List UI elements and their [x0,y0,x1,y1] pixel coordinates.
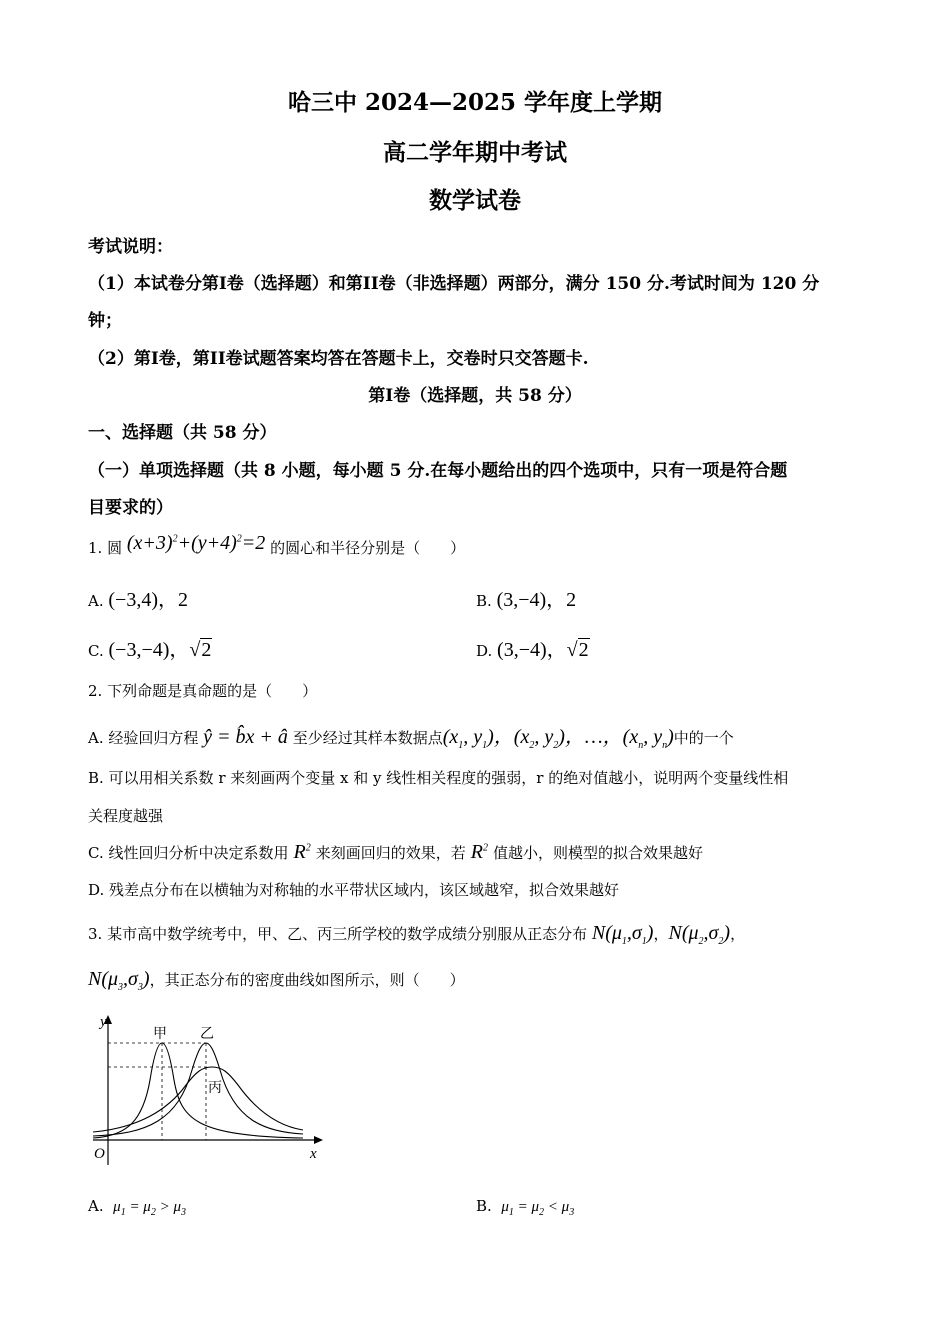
q2-option-c: C. 线性回归分析中决定系数用 $R^2$ 来刻画回归的效果，若 $R^2$ 值越小，则模型的拟合效果越好 [88,841,703,863]
y-axis-label: y [100,1014,107,1030]
circle-equation: $(x+3)^2+(y+4)^2=2$ [126,532,266,554]
question-text: 圆 [107,539,123,557]
q3-option-a: A. $\mu_1 = \mu_2 > \mu_3$ [88,1197,186,1218]
q2-option-b-cont: 关程度越强 [88,807,164,825]
q1-option-c: C. (−3,−4)，√2 [88,639,212,661]
curve-label-yi: 乙 [200,1026,214,1042]
question-text-tail: 的圆心和半径分别是（ ） [270,539,466,557]
question-3-stem: 3. 某市高中数学统考中，甲、乙、丙三所学校的数学成绩分别服从正态分布 $N(\mu_1,\sigma_1)$，$N(\mu_2,\sigma_2)$， [88,922,746,947]
q2-option-b: B. 可以用相关系数 r 来刻画两个变量 x 和 y 线性相关程度的强弱，r 的绝对值越小，说明两个变量线性相 [88,769,789,787]
x-axis-label: x [310,1146,317,1162]
exam-title-line3: 数学试卷 [429,187,521,214]
regression-equation: ŷ = b̂x + â [203,726,288,748]
origin-label: O [94,1146,105,1162]
x-axis-arrow [314,1136,323,1144]
volume-heading: 第I卷（选择题，共 58 分） [368,386,582,406]
normal-curves-graph [88,1010,338,1170]
curve-label-jia: 甲 [153,1026,167,1042]
sample-points: ($x_1$, $y_1$)，($x_2$, $y_2$)，…，($x_n$, $y_n$) [442,726,674,751]
question-3-stem-cont: $N(\mu_3,\sigma_3)$，其正态分布的密度曲线如图所示，则（ ） [88,968,465,993]
question-2-stem: 2. 下列命题是真命题的是（ ） [88,682,318,700]
q1-option-b: B. (3,−4)，2 [476,589,577,611]
subsection-heading: （一）单项选择题（共 8 小题，每小题 5 分.在每小题给出的四个选项中，只有一项是符合题 [88,461,788,481]
exam-title-line2: 高二学年期中考试 [383,139,567,166]
subsection-heading-cont: 目要求的） [88,498,173,518]
q1-option-a: A. (−3,4)，2 [88,589,188,611]
q2-option-a: A. 经验回归方程 ŷ = b̂x + â 至少经过其样本数据点($x_1$, $y_1$)，($x_2$, $y_2$)，…，($x_n$, $y_n$)中的一个 [88,726,734,751]
question-number: 1. [88,539,103,557]
instructions-label: 考试说明： [88,237,173,257]
exam-title-line1: 哈三中 2024—2025 学年度上学期 [287,89,663,116]
instruction-item-1-cont: 钟； [88,311,122,331]
q3-option-b: B. $\mu_1 = \mu_2 < \mu_3$ [476,1197,575,1218]
curve-jia [93,1043,303,1138]
q2-option-d: D. 残差点分布在以横轴为对称轴的水平带状区域内，该区域越窄，拟合效果越好 [88,881,620,899]
instruction-item-1: （1）本试卷分第I卷（选择题）和第II卷（非选择题）两部分，满分 150 分.考试时间为 120 分 [88,274,820,294]
curve-label-bing: 丙 [208,1080,222,1096]
curve-bing [93,1067,303,1132]
question-1-stem [88,532,466,559]
part-heading: 一、选择题（共 58 分） [88,423,277,443]
q1-option-d: D. (3,−4)，√2 [476,639,589,661]
instruction-item-2: （2）第I卷，第II卷试题答案均答在答题卡上，交卷时只交答题卡. [88,349,589,369]
